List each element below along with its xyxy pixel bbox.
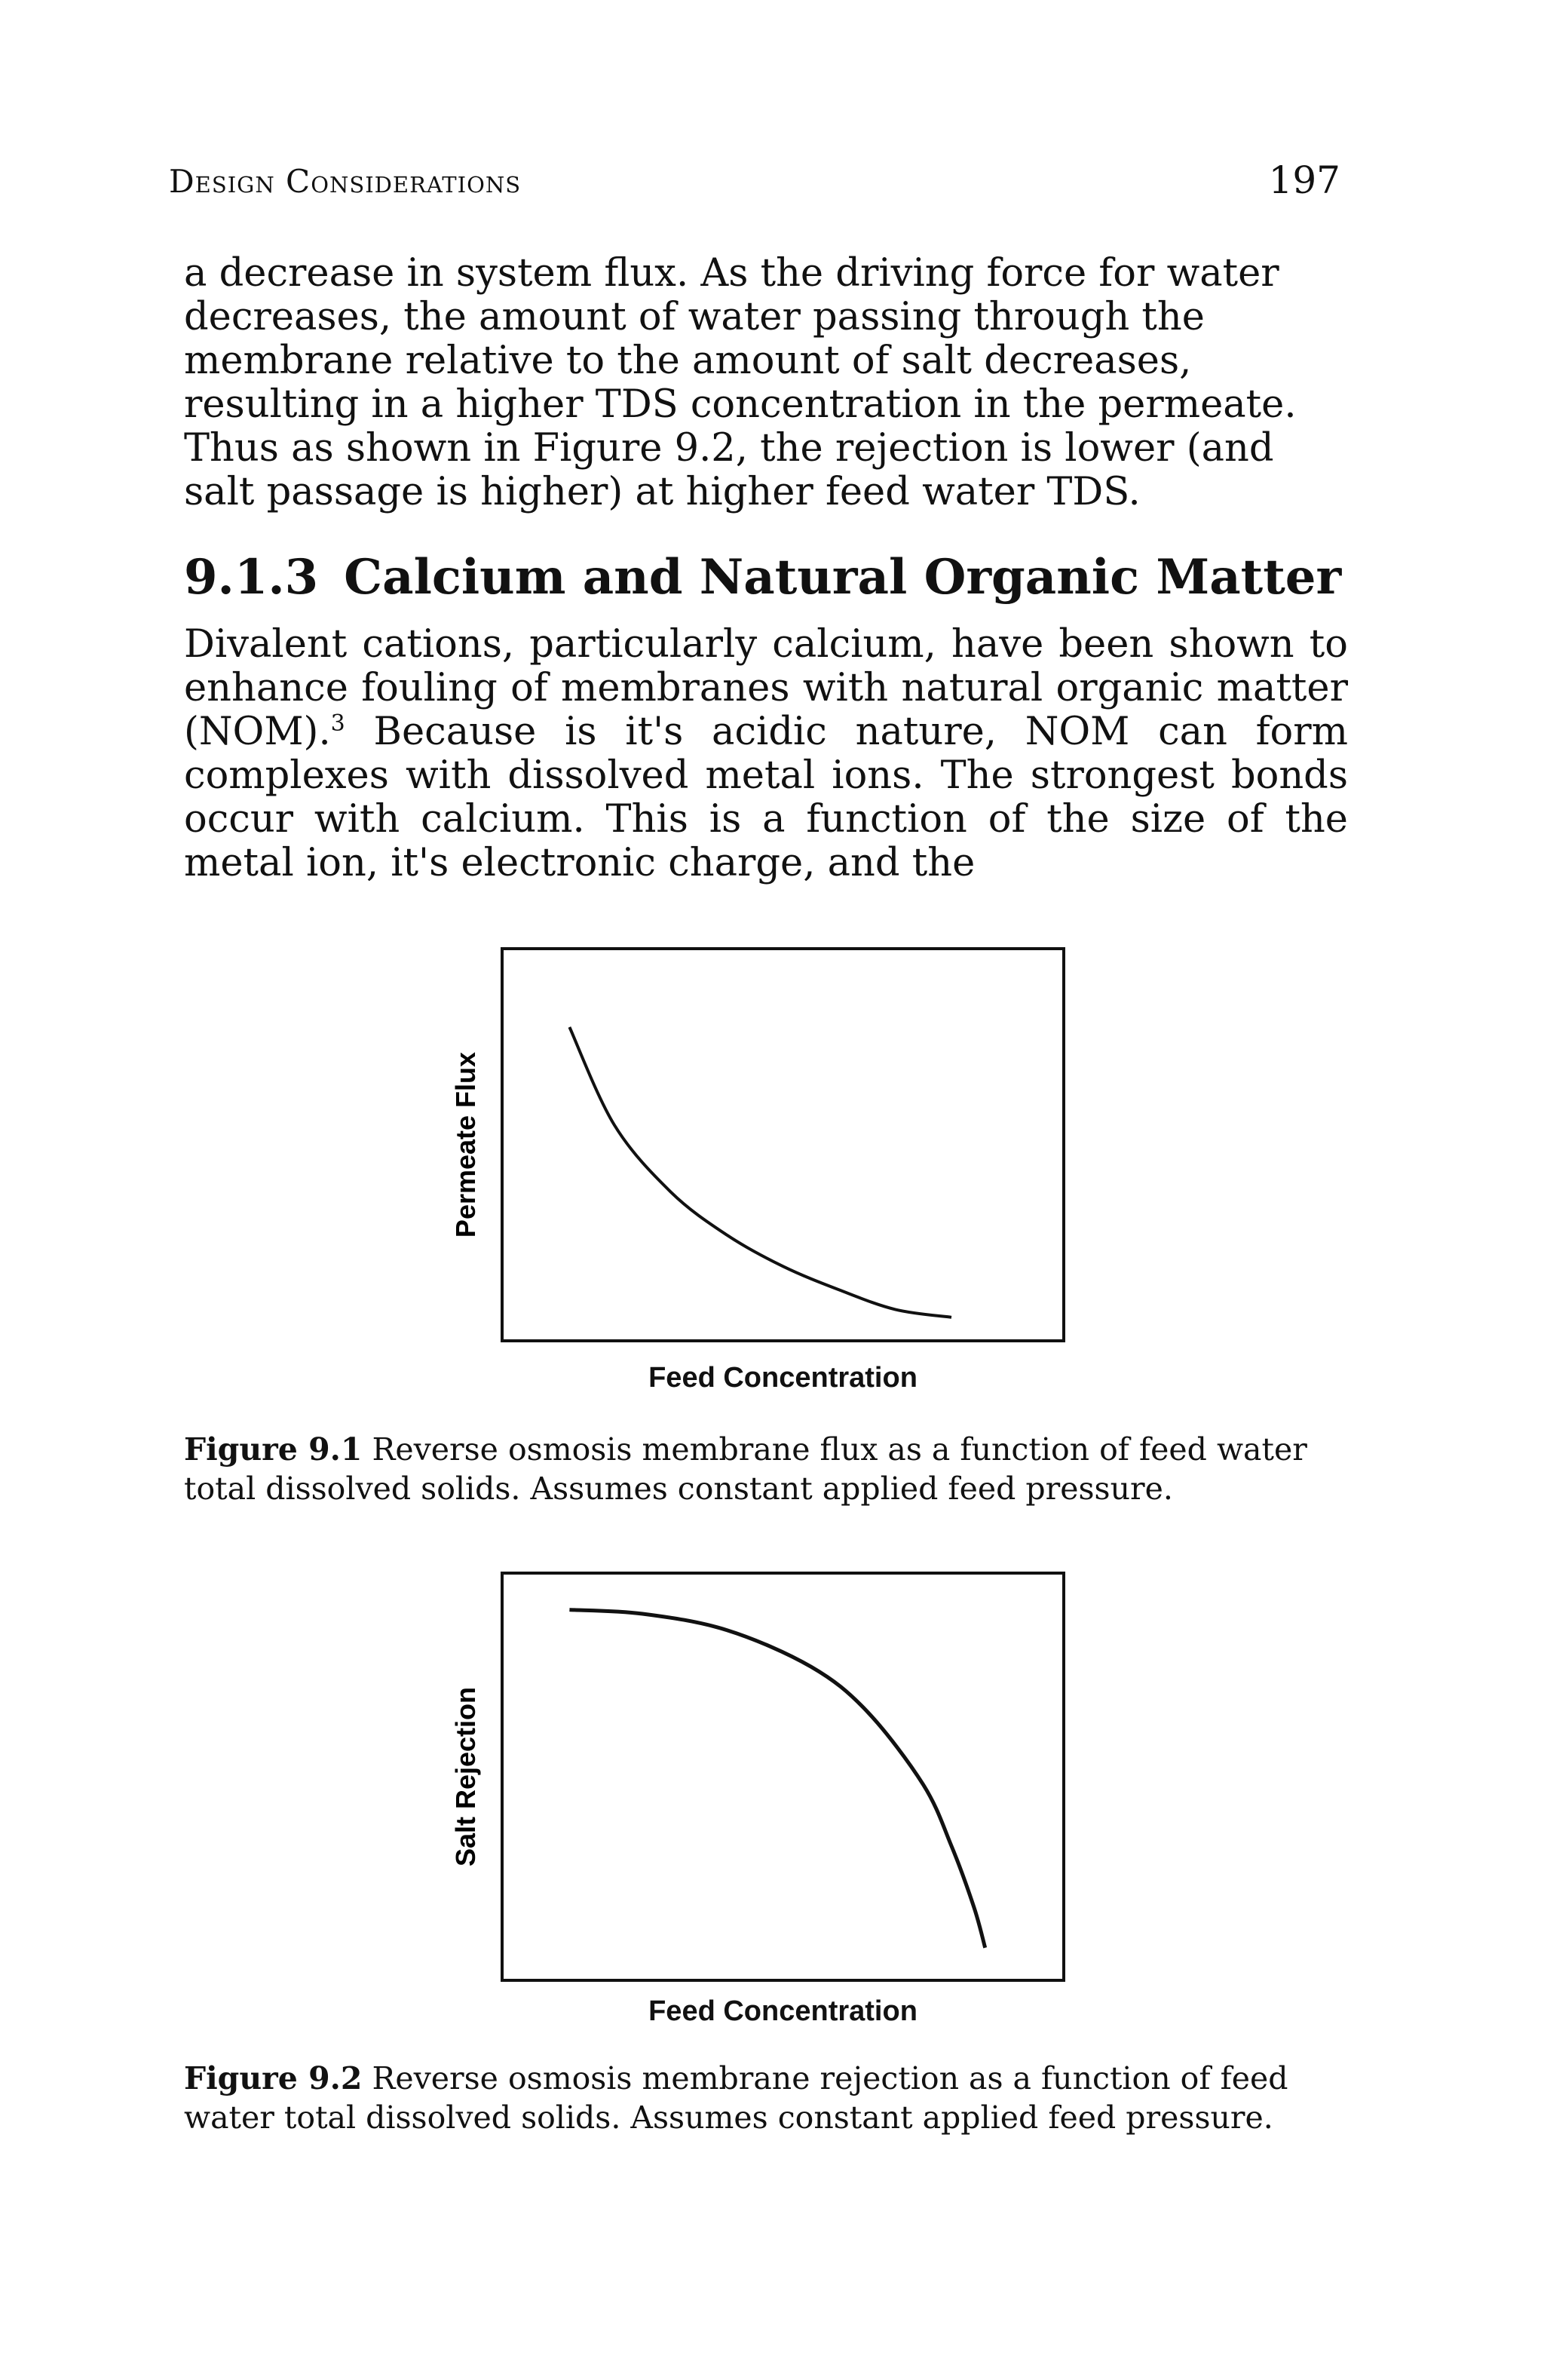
figure-9-1-caption-text: Reverse osmosis membrane flux as a function of feed water total dissolved solids. Assumes constant applied feed pressure.: [184, 1431, 1307, 1507]
figure-9-2-caption-text: Reverse osmosis membrane rejection as a function of feed water total dissolved solids. Assumes constant applied feed pressure.: [184, 2060, 1288, 2136]
section-number: 9.1.3: [184, 549, 319, 606]
section-heading: [184, 549, 1341, 606]
running-head: Design Considerations: [169, 163, 522, 200]
paragraph-continued: a decrease in system flux. As the driving force for water decreases, the amount of water passing through the membrane relative to the amount of salt decreases, resulting in a higher TDS concentration in the permeate. Thus as shown in Figure 9.2, the rejection is lower (and salt passage is higher) at higher feed water TDS.: [184, 251, 1297, 514]
figure-9-1: [0, 935, 1544, 1508]
paragraph-calcium: [184, 623, 1348, 885]
flux-curve: [569, 1027, 951, 1317]
rejection-y-axis-label: Salt Rejection: [450, 1686, 481, 1867]
figure-9-2-label: Figure 9.2: [184, 2060, 363, 2096]
flux-x-axis-label: Feed Concentration: [648, 1362, 918, 1394]
figure-9-1-label: Figure 9.1: [184, 1431, 363, 1468]
section-title: Calcium and Natural Organic Matter: [344, 549, 1342, 606]
rejection-curve: [569, 1610, 985, 1948]
figure-9-2: [0, 1560, 1544, 2136]
paragraph-calcium-part1: Divalent cations, particularly calcium, have been shown to enhance fouling of membranes with natural organic matter (NOM).: [184, 622, 1348, 754]
rejection-x-axis-label: Feed Concentration: [648, 1995, 918, 2027]
figure-9-2-caption: [184, 2059, 1360, 2137]
flux-chart: [0, 935, 1544, 1357]
figure-9-1-caption: [184, 1430, 1360, 1508]
reference-3: 3: [330, 710, 345, 737]
flux-y-axis-label: Permeate Flux: [450, 1051, 481, 1238]
rejection-chart: [0, 1560, 1544, 1997]
page-number: 197: [1268, 158, 1340, 202]
flux-plot-frame: [502, 949, 1064, 1341]
paragraph-calcium-part2: Because is it's acidic nature, NOM can form complexes with dissolved metal ions. The strongest bonds occur with calcium. This is a function of the size of the metal ion, it's electronic charge, and the: [184, 710, 1348, 885]
